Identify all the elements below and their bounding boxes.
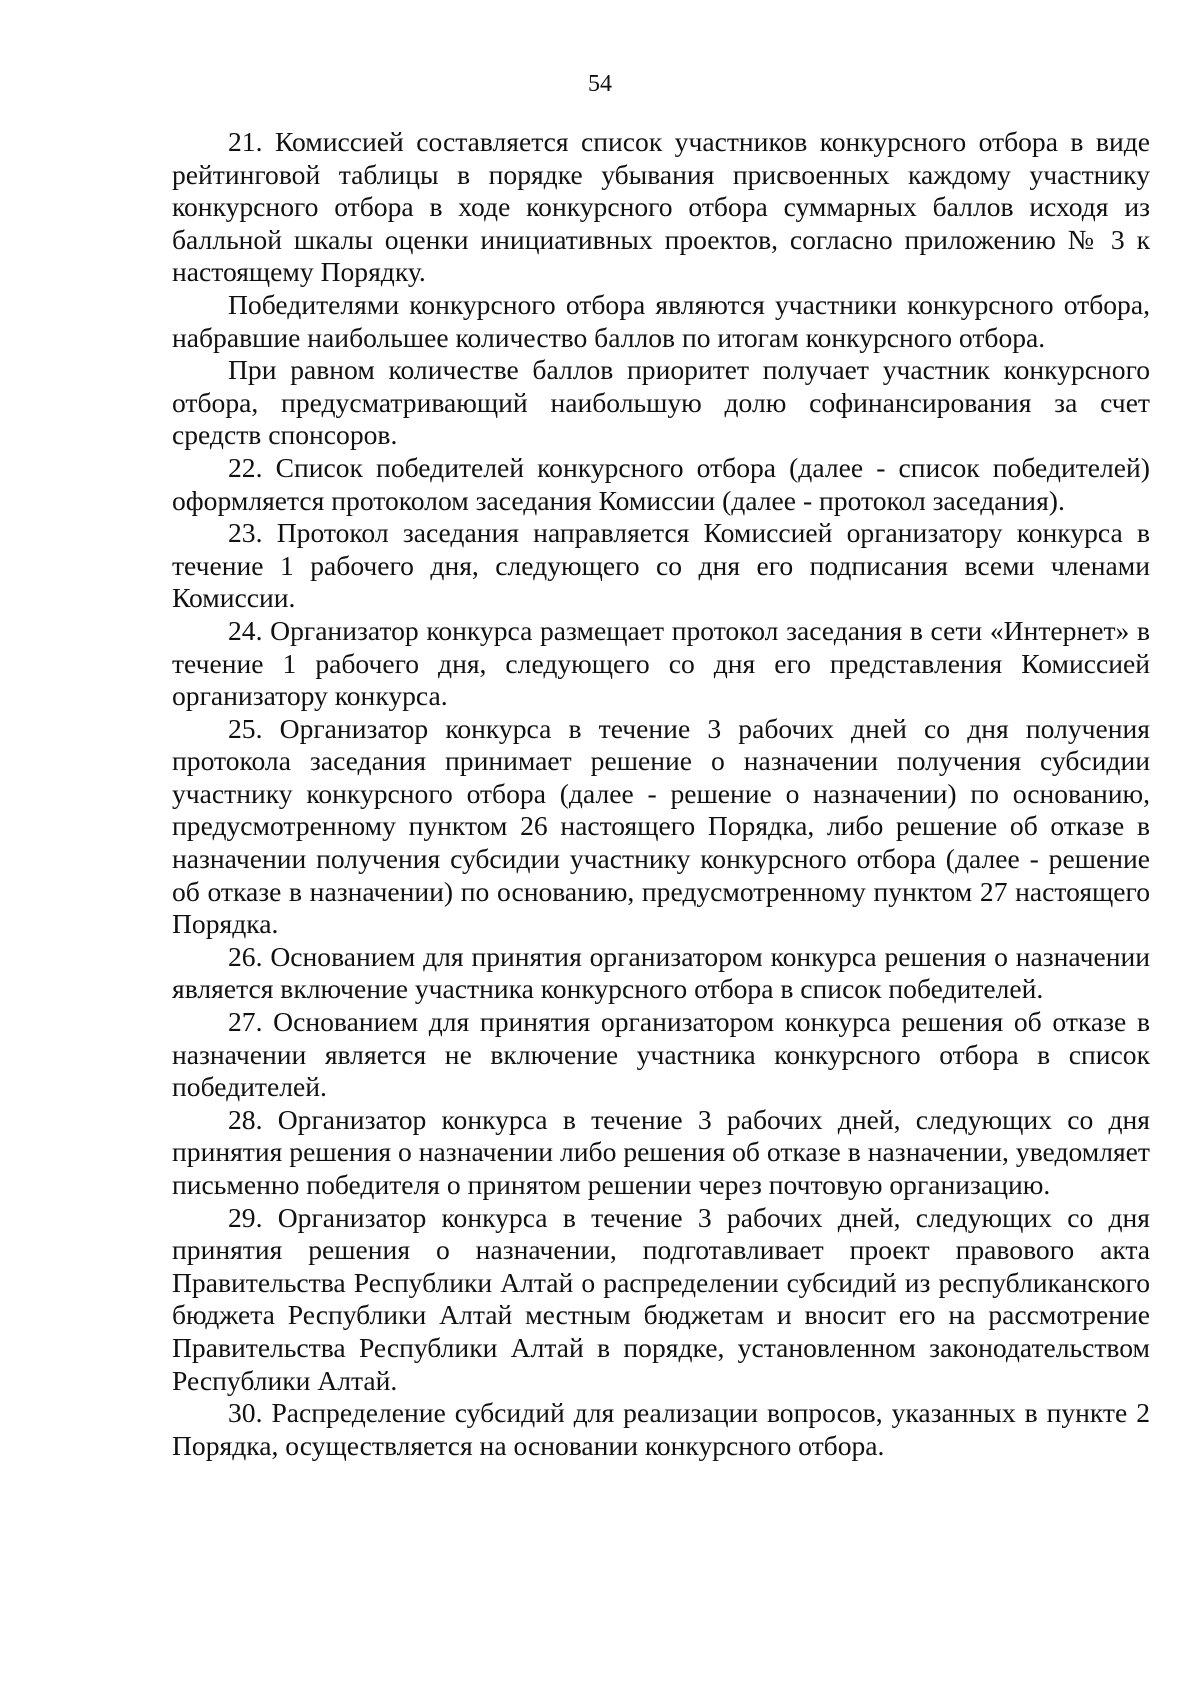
paragraph-27: 27. Основанием для принятия организатором конкурса решения об отказе в назначении является не включение участника конкурсного отбора в список победителей. [172,1006,1150,1103]
paragraph-26: 26. Основанием для принятия организатором конкурса решения о назначении является включение участника конкурсного отбора в список победителей. [172,940,1150,1005]
paragraph-equal-points: При равном количестве баллов приоритет получает участник конкурсного отбора, предусматривающий наибольшую долю софинансирования за счет средств спонсоров. [172,354,1150,451]
paragraph-29: 29. Организатор конкурса в течение 3 рабочих дней, следующих со дня принятия решения о назначении, подготавливает проект правового акта Правительства Республики Алтай о распределении субсидий из республиканского бюджета Республики Алтай местным бюджетам и вносит его на рассмотрение Правительства Республики Алтай в порядке, установленном законодательством Республики Алтай. [172,1201,1150,1396]
paragraph-23: 23. Протокол заседания направляется Комиссией организатору конкурса в течение 1 рабочего дня, следующего со дня его подписания всеми членами Комиссии. [172,517,1150,614]
paragraph-21: 21. Комиссией составляется список участников конкурсного отбора в виде рейтинговой таблицы в порядке убывания присвоенных каждому участнику конкурсного отбора в ходе конкурсного отбора суммарных баллов исходя из балльной шкалы оценки инициативных проектов, согласно приложению № 3 к настоящему Порядку. [172,126,1150,288]
paragraph-28: 28. Организатор конкурса в течение 3 рабочих дней, следующих со дня принятия решения о назначении либо решения об отказе в назначении, уведомляет письменно победителя о принятом решении через почтовую организацию. [172,1103,1150,1200]
paragraph-24: 24. Организатор конкурса размещает протокол заседания в сети «Интернет» в течение 1 рабочего дня, следующего со дня его представления Комиссией организатору конкурса. [172,614,1150,712]
document-body [172,126,1150,1462]
page-number: 54 [588,71,612,97]
paragraph-25: 25. Организатор конкурса в течение 3 рабочих дней со дня получения протокола заседания принимает решение о назначении получения субсидии участнику конкурсного отбора (далее - решение о назначении) по основанию, предусмотренному пунктом 26 настоящего Порядка, либо решение об отказе в назначении получения субсидии участнику конкурсного отбора (далее - решение об отказе в назначении) по основанию, предусмотренному пунктом 27 настоящего Порядка. [172,712,1150,940]
paragraph-30: 30. Распределение субсидий для реализации вопросов, указанных в пункте 2 Порядка, осуществляется на основании конкурсного отбора. [172,1397,1150,1461]
paragraph-winners: Победителями конкурсного отбора являются участники конкурсного отбора, набравшие наибольшее количество баллов по итогам конкурсного отбора. [172,288,1150,353]
paragraph-22: 22. Список победителей конкурсного отбора (далее - список победителей) оформляется протоколом заседания Комиссии (далее - протокол заседания). [172,451,1150,516]
